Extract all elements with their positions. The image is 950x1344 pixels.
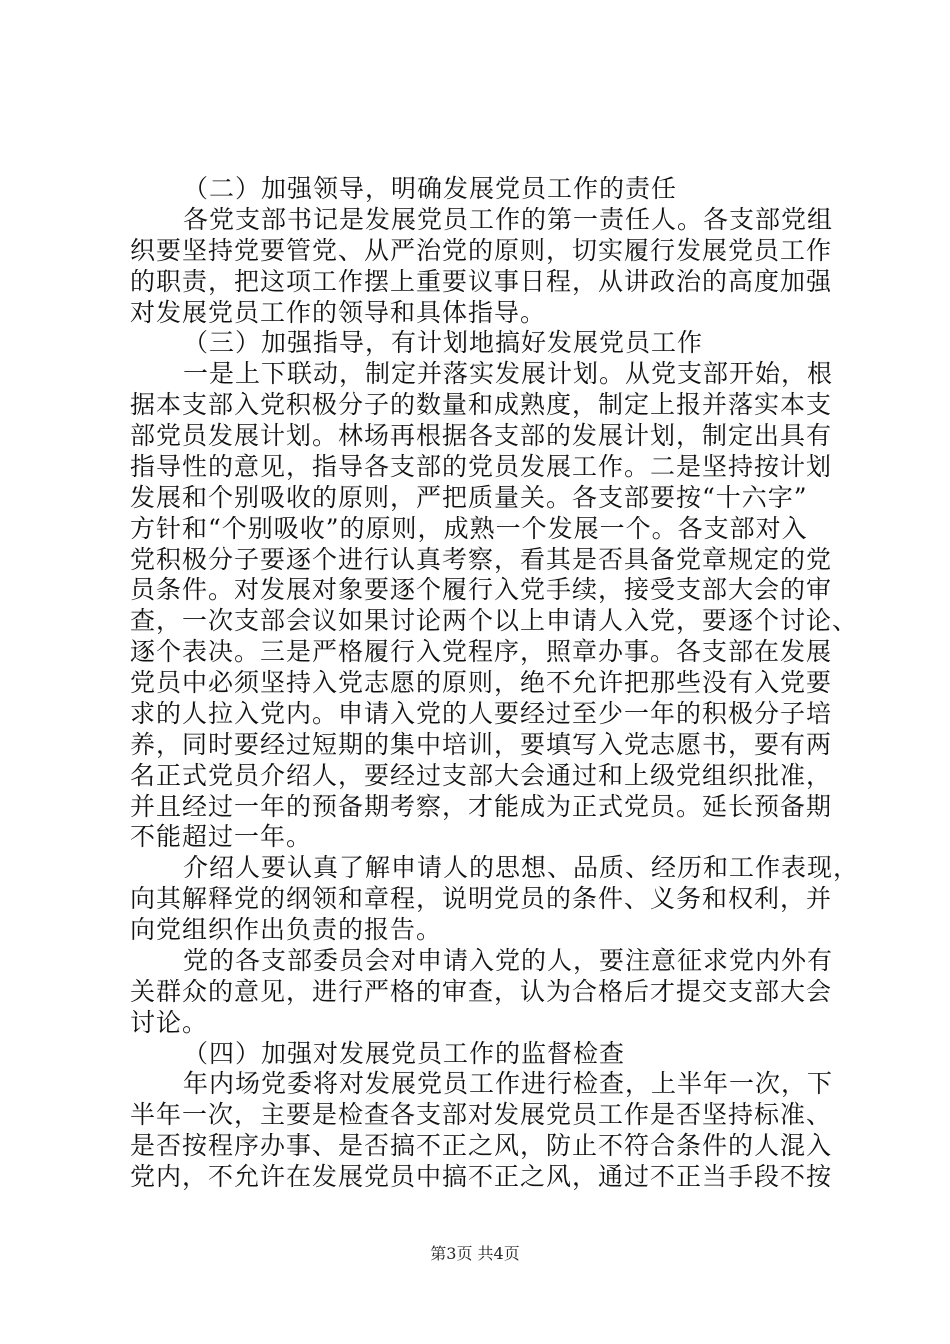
paragraph-line: 介绍人要认真了解申请人的思想、品质、经历和工作表现， <box>183 853 860 882</box>
paragraph-line: 查，一次支部会议如果讨论两个以上申请人入党，要逐个讨论、 <box>130 606 859 635</box>
paragraph-line: 半年一次，主要是检查各支部对发展党员工作是否坚持标准、 <box>130 1100 833 1129</box>
section-heading-3: （三）加强指导，有计划地搞好发展党员工作 <box>183 328 704 357</box>
paragraph-line: 名正式党员介绍人，要经过支部大会通过和上级党组织批准， <box>130 761 833 790</box>
paragraph-line: 逐个表决。三是严格履行入党程序，照章办事。各支部在发展 <box>130 637 833 666</box>
paragraph-line: 员条件。对发展对象要逐个履行入党手续，接受支部大会的审 <box>130 575 833 604</box>
section-heading-4: （四）加强对发展党员工作的监督检查 <box>183 1039 626 1068</box>
paragraph-line: 年内场党委将对发展党员工作进行检查，上半年一次，下 <box>183 1069 834 1098</box>
paragraph-line: 据本支部入党积极分子的数量和成熟度，制定上报并落实本支 <box>130 390 833 419</box>
paragraph-line: 向其解释党的纲领和章程，说明党员的条件、义务和权利，并 <box>130 884 833 913</box>
paragraph-line: 党员中必须坚持入党志愿的原则，绝不允许把那些没有入党要 <box>130 668 833 697</box>
paragraph-line: 并且经过一年的预备期考察，才能成为正式党员。延长预备期 <box>130 792 833 821</box>
paragraph-line: 求的人拉入党内。申请入党的人要经过至少一年的积极分子培 <box>130 699 833 728</box>
paragraph-line: 指导性的意见，指导各支部的党员发展工作。二是坚持按计划 <box>130 452 833 481</box>
paragraph-line: 关群众的意见，进行严格的审查，认为合格后才提交支部大会 <box>130 977 833 1006</box>
paragraph-line: 党内，不允许在发展党员中搞不正之风，通过不正当手段不按 <box>130 1162 833 1191</box>
paragraph-line: 织要坚持党要管党、从严治党的原则，切实履行发展党员工作 <box>130 236 833 265</box>
paragraph-line: 向党组织作出负责的报告。 <box>130 915 443 944</box>
paragraph-line: 各党支部书记是发展党员工作的第一责任人。各支部党组 <box>183 205 834 234</box>
paragraph-line: 党的各支部委员会对申请入党的人，要注意征求党内外有 <box>183 946 834 975</box>
paragraph-line: 讨论。 <box>130 1008 209 1037</box>
paragraph-line: 的职责，把这项工作摆上重要议事日程，从讲政治的高度加强 <box>130 267 833 296</box>
paragraph-line: 养，同时要经过短期的集中培训，要填写入党志愿书，要有两 <box>130 730 833 759</box>
paragraph-line: 不能超过一年。 <box>130 822 313 851</box>
paragraph-line: 党积极分子要逐个进行认真考察，看其是否具备党章规定的党 <box>130 545 833 574</box>
paragraph-line: 一是上下联动，制定并落实发展计划。从党支部开始，根 <box>183 359 834 388</box>
paragraph-line: 是否按程序办事、是否搞不正之风，防止不符合条件的人混入 <box>130 1131 833 1160</box>
paragraph-line: 发展和个别吸收的原则，严把质量关。各支部要按“十六字” <box>130 483 808 512</box>
paragraph-line: 部党员发展计划。林场再根据各支部的发展计划，制定出具有 <box>130 421 833 450</box>
section-heading-2: （二）加强领导，明确发展党员工作的责任 <box>183 174 678 203</box>
paragraph-line: 对发展党员工作的领导和具体指导。 <box>130 298 547 327</box>
page-footer: 第3页 共4页 <box>430 1244 520 1263</box>
paragraph-line: 方针和“个别吸收”的原则，成熟一个发展一个。各支部对入 <box>130 514 808 543</box>
